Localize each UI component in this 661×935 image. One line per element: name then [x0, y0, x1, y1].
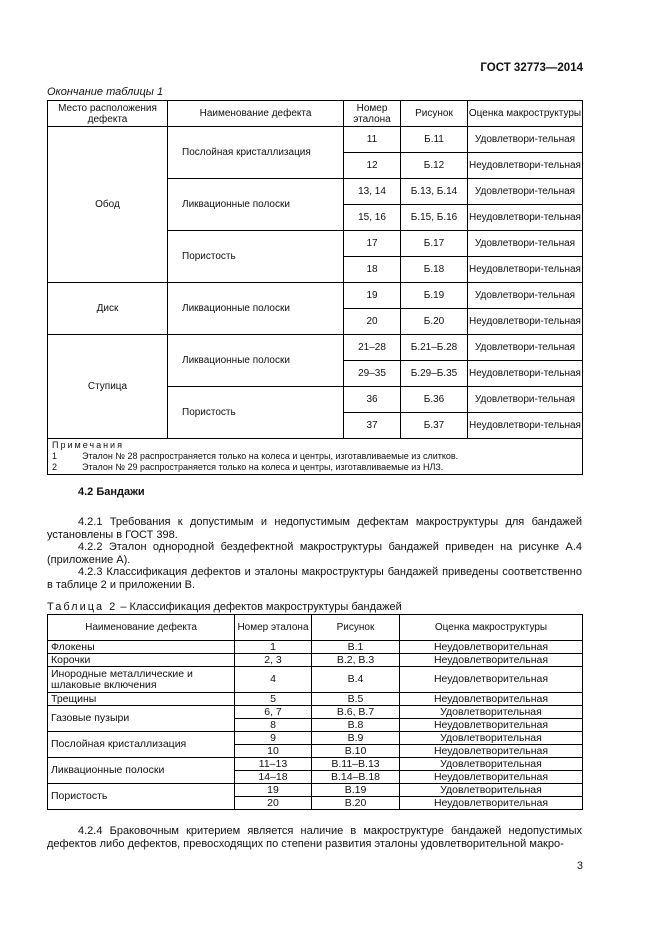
figure-cell: В.5	[312, 693, 400, 706]
standard-number-cell: 13, 14	[344, 179, 401, 205]
note-number: 2	[52, 462, 58, 472]
table-row	[48, 283, 583, 309]
location-cell: Диск	[48, 283, 168, 335]
figure-cell: В.19	[312, 784, 400, 797]
table1-header-cell: Номер эталона	[344, 101, 401, 127]
defect-name-cell: Ликвационные полоски	[168, 335, 344, 387]
grade-cell: Неудовлетворительная	[400, 654, 583, 667]
standard-number-cell: 21–28	[344, 335, 401, 361]
paragraph-4-2-3: 4.2.3 Классификация дефектов и эталоны макроструктуры бандажей приведены соответственно в таблице 2 и приложении В.	[47, 566, 582, 591]
grade-cell: Удовлетвори-тельная	[468, 179, 583, 205]
grade-cell: Неудовлетвори-тельная	[468, 413, 583, 439]
standard-number-cell: 8	[235, 719, 312, 732]
defect-name-cell: Ликвационные полоски	[48, 758, 235, 784]
defect-name-cell: Корочки	[48, 654, 235, 667]
figure-cell: В.1	[312, 641, 400, 654]
figure-cell: Б.29–Б.35	[401, 361, 468, 387]
table1-header-row	[48, 101, 583, 127]
table2-header-cell: Оценка макроструктуры	[400, 615, 583, 641]
table2-header-cell: Наименование дефекта	[48, 615, 235, 641]
grade-cell: Неудовлетворительная	[400, 719, 583, 732]
table1-header-cell: Оценка макроструктуры	[468, 101, 583, 127]
grade-cell: Удовлетворительная	[400, 758, 583, 771]
standard-number-cell: 19	[344, 283, 401, 309]
note-text: Эталон № 29 распространяется только на колеса и центры, изготавливаемые из НЛЗ.	[82, 462, 444, 472]
standard-number-cell: 2, 3	[235, 654, 312, 667]
notes-cell	[48, 439, 583, 475]
grade-cell: Неудовлетворительная	[400, 641, 583, 654]
figure-cell: Б.36	[401, 387, 468, 413]
defect-name-cell: Ликвационные полоски	[168, 283, 344, 335]
table2-header-cell: Номер эталона	[235, 615, 312, 641]
note-number: 1	[52, 451, 58, 461]
note-item	[52, 451, 578, 462]
figure-cell: В.9	[312, 732, 400, 745]
grade-cell: Удовлетворительная	[400, 784, 583, 797]
figure-cell: В.11–В.13	[312, 758, 400, 771]
grade-cell: Удовлетвори-тельная	[468, 231, 583, 257]
grade-cell: Неудовлетвори-тельная	[468, 309, 583, 335]
standard-number-cell: 17	[344, 231, 401, 257]
standard-number-cell: 6, 7	[235, 706, 312, 719]
figure-cell: Б.15, Б.16	[401, 205, 468, 231]
grade-cell: Неудовлетворительная	[400, 745, 583, 758]
table-row	[48, 732, 583, 745]
figure-cell: Б.12	[401, 153, 468, 179]
section-heading: 4.2 Бандажи	[78, 486, 145, 498]
standard-number-cell: 19	[235, 784, 312, 797]
defect-name-cell: Послойная кристаллизация	[168, 127, 344, 179]
grade-cell: Удовлетворительная	[400, 732, 583, 745]
notes-title: Примечания	[52, 440, 124, 450]
figure-cell: В.20	[312, 797, 400, 810]
location-cell: Ступица	[48, 335, 168, 439]
table-row	[48, 706, 583, 719]
page-number: 3	[576, 860, 583, 872]
figure-cell: В.6, В.7	[312, 706, 400, 719]
defect-name-cell: Флокены	[48, 641, 235, 654]
grade-cell: Неудовлетворительная	[400, 693, 583, 706]
table-row	[48, 667, 583, 693]
standard-number-cell: 18	[344, 257, 401, 283]
defects-table-1	[47, 100, 583, 475]
table1-header-cell: Место расположения дефекта	[48, 101, 168, 127]
grade-cell: Удовлетвори-тельная	[468, 335, 583, 361]
paragraph-4-2-2: 4.2.2 Эталон однородной бездефектной макроструктуры бандажей приведен на рисунке А.4 (приложение А).	[47, 541, 582, 566]
table-row	[48, 335, 583, 361]
standard-number-cell: 11–13	[235, 758, 312, 771]
table-row	[48, 641, 583, 654]
standard-number-cell: 37	[344, 413, 401, 439]
figure-cell: В.10	[312, 745, 400, 758]
standard-number-cell: 5	[235, 693, 312, 706]
note-text: Эталон № 28 распространяется только на колеса и центры, изготавливаемые из слитков.	[82, 451, 459, 461]
table2-caption	[47, 601, 402, 613]
table1-header-cell: Наименование дефекта	[168, 101, 344, 127]
paragraph-4-2-4: 4.2.4 Браковочным критерием является наличие в макроструктуре бандажей недопустимых дефектов либо дефектов, превосходящих по степени развития эталоны удовлетворительной макро-	[47, 825, 582, 850]
grade-cell: Удовлетворительная	[400, 706, 583, 719]
grade-cell: Неудовлетворительная	[400, 771, 583, 784]
document-number: ГОСТ 32773—2014	[480, 62, 583, 74]
defect-name-cell: Пористость	[168, 387, 344, 439]
table2-caption-label: Таблица 2	[47, 601, 118, 613]
defect-name-cell: Трещины	[48, 693, 235, 706]
table-row	[48, 758, 583, 771]
standard-number-cell: 9	[235, 732, 312, 745]
figure-cell: Б.11	[401, 127, 468, 153]
defects-table-2	[47, 614, 583, 810]
grade-cell: Неудовлетворительная	[400, 667, 583, 693]
location-cell: Обод	[48, 127, 168, 283]
standard-number-cell: 10	[235, 745, 312, 758]
defect-name-cell: Послойная кристаллизация	[48, 732, 235, 758]
defect-name-cell: Пористость	[48, 784, 235, 810]
figure-cell: В.4	[312, 667, 400, 693]
table-row	[48, 784, 583, 797]
figure-cell: Б.37	[401, 413, 468, 439]
grade-cell: Удовлетвори-тельная	[468, 283, 583, 309]
paragraph-4-2-1: 4.2.1 Требования к допустимым и недопустимым дефектам макроструктуры для бандажей установлены в ГОСТ 398.	[47, 516, 582, 541]
figure-cell: В.14–В.18	[312, 771, 400, 784]
standard-number-cell: 20	[235, 797, 312, 810]
figure-cell: Б.19	[401, 283, 468, 309]
figure-cell: Б.17	[401, 231, 468, 257]
grade-cell: Удовлетвори-тельная	[468, 127, 583, 153]
standard-number-cell: 36	[344, 387, 401, 413]
note-item	[52, 462, 578, 473]
grade-cell: Удовлетвори-тельная	[468, 387, 583, 413]
defect-name-cell: Газовые пузыри	[48, 706, 235, 732]
table2-header-cell: Рисунок	[312, 615, 400, 641]
figure-cell: Б.21–Б.28	[401, 335, 468, 361]
grade-cell: Неудовлетвори-тельная	[468, 257, 583, 283]
standard-number-cell: 15, 16	[344, 205, 401, 231]
table-row	[48, 654, 583, 667]
defect-name-cell: Пористость	[168, 231, 344, 283]
standard-number-cell: 20	[344, 309, 401, 335]
table-row	[48, 693, 583, 706]
figure-cell: В.8	[312, 719, 400, 732]
standard-number-cell: 12	[344, 153, 401, 179]
figure-cell: Б.18	[401, 257, 468, 283]
standard-number-cell: 11	[344, 127, 401, 153]
notes-row	[48, 439, 583, 475]
grade-cell: Неудовлетвори-тельная	[468, 205, 583, 231]
table1-caption: Окончание таблицы 1	[47, 86, 164, 98]
table2-caption-text: – Классификация дефектов макроструктуры бандажей	[117, 601, 402, 613]
figure-cell: Б.20	[401, 309, 468, 335]
grade-cell: Неудовлетвори-тельная	[468, 361, 583, 387]
grade-cell: Неудовлетворительная	[400, 797, 583, 810]
defect-name-cell: Инородные металлические и шлаковые включения	[48, 667, 235, 693]
figure-cell: Б.13, Б.14	[401, 179, 468, 205]
standard-number-cell: 4	[235, 667, 312, 693]
table2-header-row	[48, 615, 583, 641]
table1-header-cell: Рисунок	[401, 101, 468, 127]
figure-cell: В.2, В.3	[312, 654, 400, 667]
table-row	[48, 127, 583, 153]
defect-name-cell: Ликвационные полоски	[168, 179, 344, 231]
standard-number-cell: 14–18	[235, 771, 312, 784]
standard-number-cell: 29–35	[344, 361, 401, 387]
grade-cell: Неудовлетвори-тельная	[468, 153, 583, 179]
standard-number-cell: 1	[235, 641, 312, 654]
